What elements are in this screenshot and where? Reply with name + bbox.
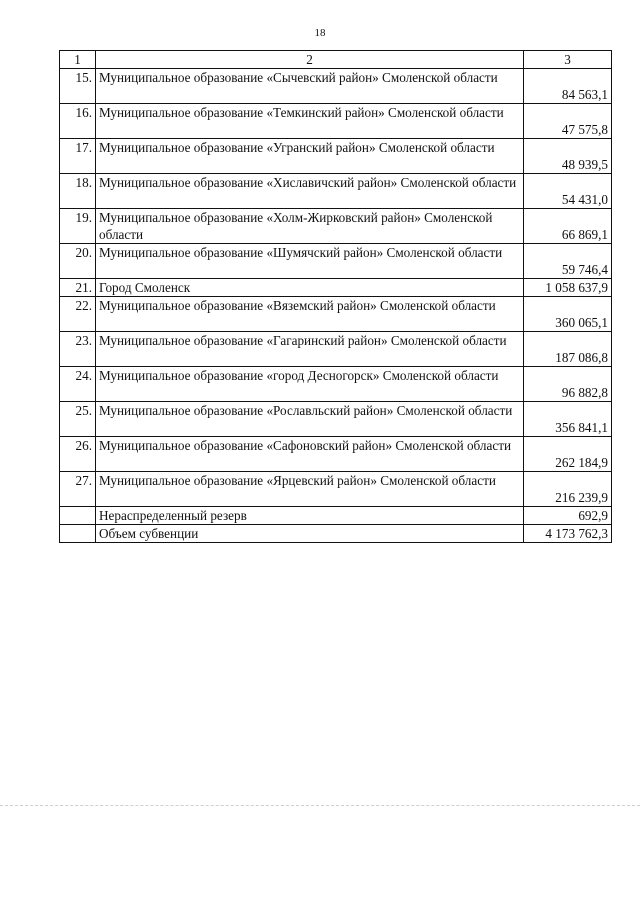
row-value: 48 939,5: [524, 139, 612, 174]
row-name: Муниципальное образование «Угранский район» Смоленской области: [96, 139, 524, 174]
row-value: 59 746,4: [524, 244, 612, 279]
row-value: 84 563,1: [524, 69, 612, 104]
table-header-row: [60, 51, 612, 69]
row-number: 18.: [60, 174, 96, 209]
header-col-3: 3: [524, 51, 612, 69]
row-number: 21.: [60, 279, 96, 297]
table-row: [60, 297, 612, 332]
row-name: Муниципальное образование «Вяземский район» Смоленской области: [96, 297, 524, 332]
table-row: [60, 104, 612, 139]
row-value: 4 173 762,3: [524, 525, 612, 543]
row-name: Муниципальное образование «Шумячский район» Смоленской области: [96, 244, 524, 279]
row-value: 96 882,8: [524, 367, 612, 402]
row-value: 216 239,9: [524, 472, 612, 507]
row-name: Муниципальное образование «Сычевский район» Смоленской области: [96, 69, 524, 104]
scan-artifact-line: [0, 805, 640, 807]
header-col-2: 2: [96, 51, 524, 69]
table-row: [60, 139, 612, 174]
row-name: Муниципальное образование «Рославльский район» Смоленской области: [96, 402, 524, 437]
row-number: 17.: [60, 139, 96, 174]
row-name: Объем субвенции: [96, 525, 524, 543]
row-number: 19.: [60, 209, 96, 244]
row-number: 24.: [60, 367, 96, 402]
row-value: 360 065,1: [524, 297, 612, 332]
table-row: [60, 472, 612, 507]
table-row-total: [60, 525, 612, 543]
row-value: 187 086,8: [524, 332, 612, 367]
row-name: Муниципальное образование «Гагаринский район» Смоленской области: [96, 332, 524, 367]
table-row: [60, 332, 612, 367]
row-number: 16.: [60, 104, 96, 139]
row-name: Муниципальное образование «Холм-Жирковский район» Смоленской области: [96, 209, 524, 244]
row-name: Город Смоленск: [96, 279, 524, 297]
table-row: [60, 402, 612, 437]
row-name: Муниципальное образование «город Десногорск» Смоленской области: [96, 367, 524, 402]
table-row: [60, 244, 612, 279]
row-name: Муниципальное образование «Хиславичский район» Смоленской области: [96, 174, 524, 209]
table-row: [60, 367, 612, 402]
row-value: 1 058 637,9: [524, 279, 612, 297]
header-col-1: 1: [60, 51, 96, 69]
row-value: 66 869,1: [524, 209, 612, 244]
table-row: [60, 69, 612, 104]
row-number: [60, 525, 96, 543]
row-number: 23.: [60, 332, 96, 367]
table-row-reserve: [60, 507, 612, 525]
table-row: [60, 437, 612, 472]
subvention-table: [59, 50, 612, 543]
row-name: Муниципальное образование «Сафоновский район» Смоленской области: [96, 437, 524, 472]
row-value: 262 184,9: [524, 437, 612, 472]
row-name: Муниципальное образование «Темкинский район» Смоленской области: [96, 104, 524, 139]
row-number: 25.: [60, 402, 96, 437]
row-name: Муниципальное образование «Ярцевский район» Смоленской области: [96, 472, 524, 507]
row-number: 20.: [60, 244, 96, 279]
row-number: 22.: [60, 297, 96, 332]
page-number: 18: [314, 27, 326, 39]
table-row: [60, 279, 612, 297]
row-number: 15.: [60, 69, 96, 104]
row-value: 356 841,1: [524, 402, 612, 437]
table-row: [60, 209, 612, 244]
row-value: 47 575,8: [524, 104, 612, 139]
row-value: 692,9: [524, 507, 612, 525]
row-number: 27.: [60, 472, 96, 507]
row-name: Нераспределенный резерв: [96, 507, 524, 525]
table-row: [60, 174, 612, 209]
row-value: 54 431,0: [524, 174, 612, 209]
row-number: 26.: [60, 437, 96, 472]
row-number: [60, 507, 96, 525]
